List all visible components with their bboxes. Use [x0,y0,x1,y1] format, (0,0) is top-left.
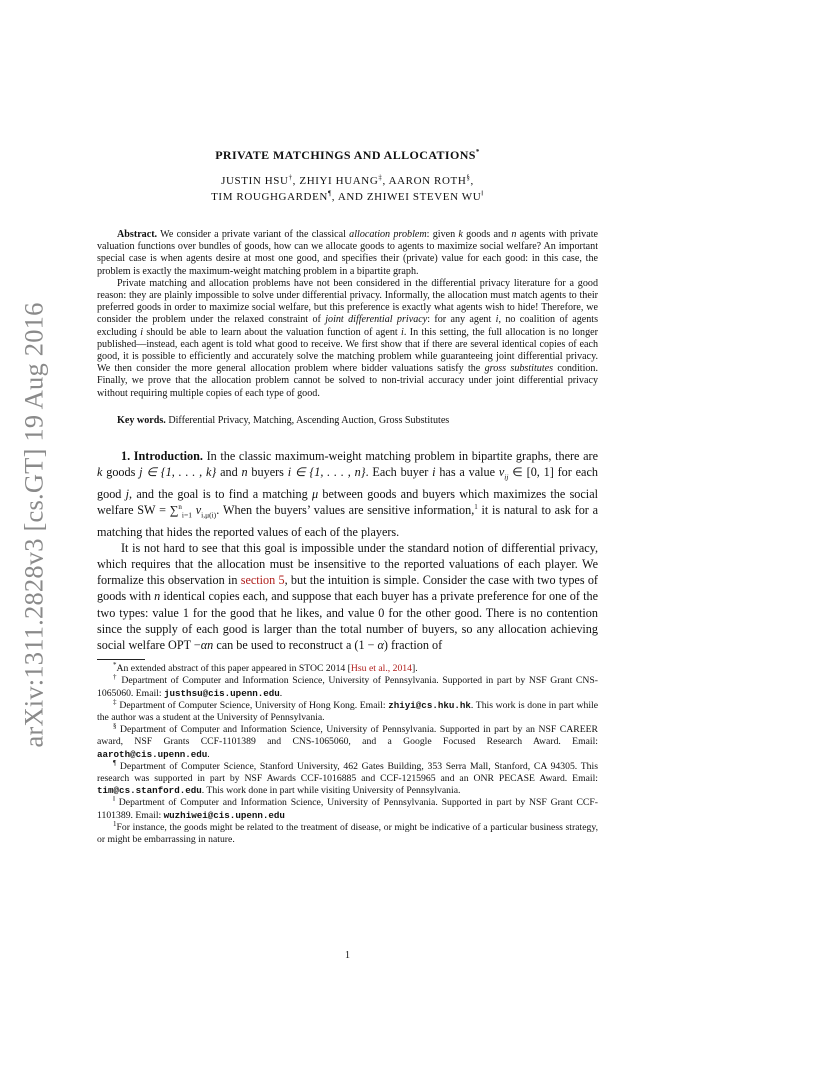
abstract [97,229,598,400]
footnote-mark: † [113,673,118,682]
footnote-ref-1[interactable]: 1 [474,502,478,511]
paper-page [97,140,599,961]
arxiv-identifier-stamp [16,290,52,760]
author-separator: , [470,175,474,187]
author-mark: § [466,173,471,182]
sum-symbol: ∑ [169,502,179,517]
body-text: . Each buyer [365,465,433,480]
abstract-text: : given [426,229,459,240]
author-mark: ‡ [378,173,383,182]
author-roughgarden: TIM ROUGHGARDEN [211,191,328,203]
math-var: i [140,326,143,338]
math-var: i [401,326,404,338]
sum-lower: i=1 [181,510,192,520]
arxiv-id-text: arXiv:1311.2828v3 [cs.GT] 19 Aug 2016 [18,302,49,748]
abstract-label: Abstract. [117,229,158,240]
paper-title [97,148,598,163]
body-text: and [216,465,242,480]
body-text: ∈ [0, 1] for each good [97,465,598,501]
footnotes [97,660,599,846]
footnote-mark: 1 [113,819,117,828]
math-var: i [495,314,499,326]
email-address[interactable]: aaroth@cis.upenn.edu [97,748,208,760]
footnote-mark: ‡ [113,697,117,706]
footnote-mark: * [113,660,117,669]
math-var: k [458,229,463,240]
math-var: j [125,486,130,501]
intro-paragraph-2 [97,540,598,653]
intro-paragraph-1 [97,448,598,540]
math-var: n [154,589,161,604]
footnote-text: For instance, the goods might be related to the treatment of disease, or might be indicative of a particular business strategy, or might be embarrassing in nature. [97,821,598,845]
body-text: , but the intuition is simple. Consider the case with two types of goods with [97,573,598,604]
body-text: can be used to reconstruct a (1 − [213,637,378,652]
math-var: α [377,637,384,652]
math-var: n [241,465,248,480]
abstract-text: , no coalition of agents excluding [97,314,598,338]
math-var: αn [200,637,214,652]
footnote-text: Department of Computer and Information Science, University of Pennsylvania. Supported in part by NSF Grant CCF-1101389. Email: [97,797,598,821]
footnote-text: . This work is done in part while the author was a student at the University of Pennsylvania. [97,699,599,723]
footnote-rule [97,659,145,660]
math-var: $v_{ij}$ [498,465,509,482]
author-hsu: JUSTIN HSU [221,175,289,187]
sum-upper: n [178,502,182,511]
body-text: has a value [435,465,499,480]
math-var: k [97,465,103,480]
footnote-roth [97,721,598,761]
math-var: μ [312,486,319,501]
title-footnote-mark: * [475,148,480,156]
footnote-roughgarden [97,758,598,798]
body-text: between goods and buyers which maximizes the social welfare SW = [97,486,598,517]
math-subscript: i,μ(i) [201,510,217,520]
math-expression: j ∈ {1, . . . , k} [139,465,217,480]
abstract-emphasis: allocation problem [349,229,427,240]
footnote-mark: ‖ [113,795,115,804]
author-mark: † [288,173,293,182]
email-address[interactable]: zhiyi@cs.hku.hk [388,699,471,711]
abstract-text: agents with private valuation functions over bundles of goods, how can we allocate goods to agents to maximize social welfare? An important special case is when agents desire at most one good, and specifies their (private) value for each good: in this case, the problem is exactly the maximum-weight matching problem in a bipartite graph. [97,229,598,277]
footnote-text: . [207,748,210,760]
footnote-mark: ¶ [113,758,117,767]
introduction-section [97,448,598,653]
abstract-emphasis: joint differential privacy [325,314,428,326]
math-expression: i ∈ {1, . . . , n} [287,465,366,480]
title-text: PRIVATE MATCHINGS AND ALLOCATIONS [215,148,476,162]
math-var: n [511,229,517,240]
author-roth: , AARON ROTH [382,175,467,187]
page-number: 1 [345,950,350,961]
body-text: , and the goal is to find a matching [129,486,312,501]
email-address[interactable]: wuzhiwei@cis.upenn.edu [163,809,285,821]
abstract-text: : for any agent [427,314,496,326]
footnote-1 [97,819,598,846]
abstract-text: condition. Finally, we prove that the allocation problem cannot be solved to non-trivial accuracy under joint differential privacy without requiring multiple copies of each type of good. [97,363,598,399]
footnote-text: ]. [411,663,418,675]
body-text: goods [102,465,140,480]
keywords-text: Differential Privacy, Matching, Ascending Auction, Gross Substitutes [165,414,450,426]
author-huang: , ZHIYI HUANG [292,175,379,187]
abstract-text: should be able to learn about the valuation function of agent [143,326,402,338]
author-mark: ‖ [481,189,484,198]
footnote-star [97,660,598,675]
citation-link[interactable]: Hsu et al., 2014 [350,663,412,675]
footnote-text: Department of Computer and Information Science, University of Pennsylvania. Supported in part by NSF Grant CNS-1065060. Email: [97,675,598,699]
abstract-text: . In this setting, the full allocation is no longer published—instead, each agent is told what good to receive. We first show that if there are several identical copies of each good, it is possible to efficiently and accurately solve the matching problem while guaranteeing joint differential privacy. We then consider the more general allocation problem where bidder valuations satisfy the [97,326,598,375]
footnote-text: . [279,687,283,699]
keywords-label: Key words. [117,414,166,426]
math-var: v [191,502,202,517]
footnote-text: An extended abstract of this paper appeared in STOC 2014 [ [116,663,351,675]
abstract-text: We consider a private variant of the classical [157,229,350,240]
footnote-text: Department of Computer and Information Science, University of Pennsylvania. Supported in part by an NSF CAREER award, NSF Grants CCF-1101389 and CNS-1065060, and a Google Focused Research Award. Email: [97,724,598,748]
footnote-text: Department of Computer Science, University of Hong Kong. Email: [116,699,389,711]
author-list [97,173,598,205]
abstract-emphasis: gross substitutes [484,363,554,375]
body-text: it is natural to ask for a matching that hides the reported values of each of the players. [97,502,598,539]
footnote-hsu [97,675,598,699]
footnote-text: . This work done in part while visiting University of Pennsylvania. [201,785,461,797]
footnote-wu [97,797,598,821]
abstract-text: Private matching and allocation problems have not been considered in the differential privacy literature for a good reason: they are plainly impossible to solve under differential privacy. Informally, the allocation must match agents to their preferred goods in order to maximize social welfare, but this preference is exactly what agents wish to hide! Therefore, we consider the problem under the relaxed constraint of [97,277,598,326]
footnote-huang [97,697,599,724]
body-text: It is not hard to see that this goal is impossible under the standard notion of differential privacy, which requires that the allocation must be insensitive to the reported valuations of each player. We formalize this observation in [97,540,598,588]
author-wu: , AND ZHIWEI STEVEN WU [331,191,482,203]
body-text: . When the buyers’ values are sensitive information, [216,502,475,517]
footnote-mark: § [113,721,117,730]
abstract-text: goods and [462,229,512,240]
body-text: identical copies each, and suppose that each buyer has a private preference for one of the two types: value 1 for the good that he likes, and value 0 for the other good. There is no contention since the supply of each good is larger than the total number of buyers, so any allocation achieving social welfare OPT − [97,589,598,652]
math-var: i [432,465,436,480]
email-address[interactable]: tim@cs.stanford.edu [97,785,202,797]
author-line-2 [97,189,598,205]
email-address[interactable]: justhsu@cis.upenn.edu [164,687,280,699]
keywords [97,415,598,426]
body-text: In the classic maximum-weight matching problem in bipartite graphs, there are [202,448,598,463]
abstract-paragraph-1 [97,229,598,278]
footnote-text: Department of Computer Science, Stanford University, 462 Gates Building, 353 Serra Mall, Stanford, CA 94305. This research was supported in part by NSF Awards CCF-1016885 and CCF-1215965 and an ONR PECASE Award. Email: [97,760,598,784]
body-text: buyers [247,465,288,480]
section-heading: 1. Introduction. [121,448,203,463]
author-mark: ¶ [327,189,332,198]
section-5-link[interactable]: section 5 [240,573,285,588]
body-text: ) fraction of [383,637,443,652]
author-line-1 [97,173,598,189]
abstract-paragraph-2 [97,278,598,400]
